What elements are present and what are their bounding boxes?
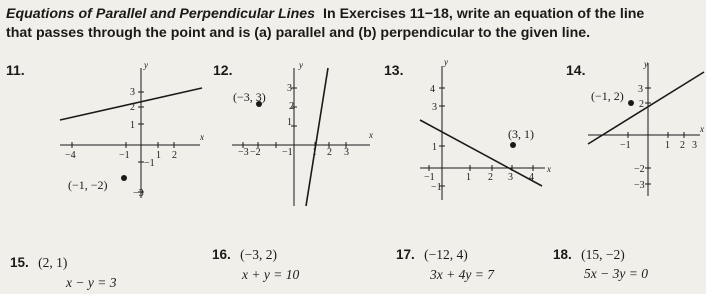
problem-point: (−12, 4) bbox=[424, 247, 468, 262]
tick-label: 3 bbox=[508, 172, 513, 183]
tick-label: 2 bbox=[639, 99, 644, 110]
x-axis-label: x bbox=[369, 130, 373, 140]
exercise-13-number: 13. bbox=[384, 62, 404, 78]
section-title: Equations of Parallel and Perpendicular Lines bbox=[6, 6, 316, 22]
tick-label: −1 bbox=[282, 147, 293, 158]
given-point bbox=[121, 175, 127, 181]
tick-label: 3 bbox=[130, 87, 135, 98]
tick-label: 2 bbox=[172, 150, 177, 161]
tick-label: −4 bbox=[65, 150, 76, 161]
tick-label: 1 bbox=[432, 142, 437, 153]
y-axis-label: y bbox=[644, 59, 648, 69]
graph-12 bbox=[232, 58, 382, 208]
given-line bbox=[306, 68, 328, 206]
given-point bbox=[510, 142, 516, 148]
exercise-14-number: 14. bbox=[566, 62, 586, 78]
tick-label: −1 bbox=[144, 158, 155, 169]
problem-point: (2, 1) bbox=[38, 255, 68, 270]
tick-label: −1 bbox=[119, 150, 130, 161]
tick-label: 3 bbox=[692, 140, 697, 151]
tick-label: 3 bbox=[432, 102, 437, 113]
graph-11 bbox=[60, 58, 210, 208]
graph-14 bbox=[588, 58, 706, 198]
tick-label: 1 bbox=[287, 117, 292, 128]
problem-point: (15, −2) bbox=[581, 247, 625, 262]
problem-18-equation: 5x − 3y = 0 bbox=[584, 266, 648, 281]
tick-label: 2 bbox=[680, 140, 685, 151]
given-point bbox=[628, 100, 634, 106]
tick-label: −2 bbox=[250, 147, 261, 158]
problem-number: 15. bbox=[10, 255, 29, 270]
tick-label: −3 bbox=[634, 180, 645, 191]
tick-label: −1 bbox=[620, 140, 631, 151]
graph-13 bbox=[420, 58, 560, 203]
problem-17-equation: 3x + 4y = 7 bbox=[430, 267, 494, 282]
tick-label: 2 bbox=[488, 172, 493, 183]
tick-label: 4 bbox=[529, 172, 534, 183]
tick-label: −1 bbox=[431, 182, 442, 193]
tick-label: −2 bbox=[634, 164, 645, 175]
tick-label: −3 bbox=[133, 188, 144, 199]
point-label: (3, 1) bbox=[508, 127, 534, 141]
problem-number: 18. bbox=[553, 247, 572, 262]
problem-16 bbox=[212, 247, 277, 263]
tick-label: 1 bbox=[665, 140, 670, 151]
point-label: (−1, 2) bbox=[591, 89, 624, 103]
tick-label: 1 bbox=[130, 120, 135, 131]
tick-label: 2 bbox=[289, 101, 294, 112]
exercise-12-number: 12. bbox=[213, 62, 233, 78]
y-axis-label: y bbox=[444, 57, 448, 67]
tick-label: −1 bbox=[424, 172, 435, 183]
instructions-part-1: In Exercises 11−18, write an equation of the line bbox=[323, 6, 645, 22]
tick-label: 3 bbox=[638, 84, 643, 95]
given-line bbox=[588, 72, 704, 144]
x-axis-label: x bbox=[700, 124, 704, 134]
problem-point: (−3, 2) bbox=[240, 247, 278, 262]
problem-number: 17. bbox=[396, 247, 415, 262]
tick-label: 1 bbox=[156, 150, 161, 161]
problem-18 bbox=[553, 247, 625, 263]
y-axis-label: y bbox=[299, 60, 303, 70]
tick-label: 1 bbox=[466, 172, 471, 183]
tick-label: −3 bbox=[238, 147, 249, 158]
tick-label: 2 bbox=[130, 102, 135, 113]
tick-label: 3 bbox=[344, 147, 349, 158]
exercise-11-number: 11. bbox=[6, 62, 25, 78]
point-label: (−3, 3) bbox=[233, 90, 266, 104]
tick-label: 3 bbox=[287, 83, 292, 94]
problem-16-equation: x + y = 10 bbox=[242, 267, 300, 282]
instructions-part-2: that passes through the point and is (a) parallel and (b) perpendicular to the given line. bbox=[6, 25, 591, 41]
x-axis-label: x bbox=[547, 164, 551, 174]
problem-number: 16. bbox=[212, 247, 231, 262]
problem-17 bbox=[396, 247, 468, 263]
tick-label: 1 bbox=[312, 147, 317, 158]
problem-15-equation: x − y = 3 bbox=[66, 275, 117, 290]
tick-label: 2 bbox=[327, 147, 332, 158]
y-axis-label: y bbox=[144, 60, 148, 70]
x-axis-label: x bbox=[200, 132, 204, 142]
exercise-heading bbox=[6, 5, 700, 43]
point-label: (−1, −2) bbox=[68, 178, 108, 192]
tick-label: 4 bbox=[430, 84, 435, 95]
problem-15 bbox=[10, 255, 67, 271]
